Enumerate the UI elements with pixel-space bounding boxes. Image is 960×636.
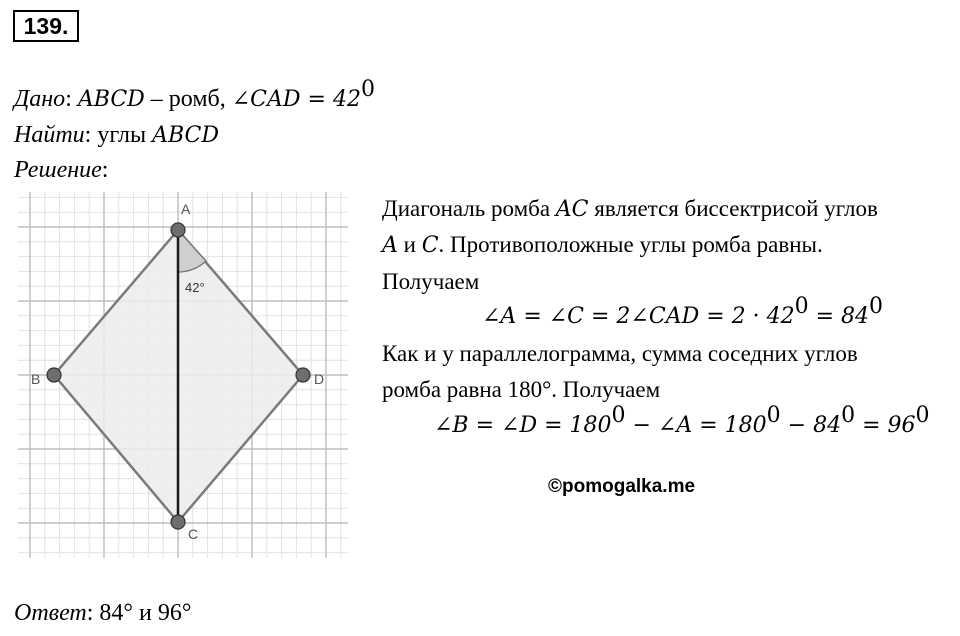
given-figure: ABCD [77, 87, 145, 112]
solution-line: Решение: [14, 157, 109, 183]
equation-1: ∠A = ∠C = 2∠CAD = $2 \cdot 42^0 = 84^0$ [482, 294, 884, 329]
rhombus-diagram [18, 192, 348, 558]
find-figure: ABCD [152, 123, 220, 148]
label-d: D [314, 371, 325, 387]
label-b: B [31, 371, 41, 387]
answer-text: : 84° и 96° [86, 600, 192, 626]
find-line [14, 122, 219, 149]
explanation-line-2: A и C. Противоположные углы ромба равны. [382, 232, 823, 258]
solution-label: Решение [14, 157, 102, 183]
find-text: : углы [84, 122, 153, 148]
given-type: – ромб, [144, 86, 232, 112]
explanation-line-6: ромба равна 180°. Получаем [382, 377, 661, 402]
credit-watermark: ©pomogalka.me [548, 476, 696, 497]
point-d [296, 368, 310, 382]
point-c [171, 515, 185, 529]
angle-label: 42° [185, 280, 205, 295]
problem-number: 139. [13, 10, 79, 42]
equation-2: ∠B = ∠D = $180^0$ − ∠A = $180^0 - 84^0 = 96^0$ [434, 403, 930, 438]
point-b [47, 368, 61, 382]
explanation-line-3: Получаем [382, 269, 480, 294]
explanation-line-5: Как и у параллелограмма, сумма соседних углов [382, 341, 858, 366]
given-label: Дано [14, 86, 66, 112]
label-c: C [188, 526, 199, 542]
given-degree: 0 [360, 77, 375, 102]
answer-label: Ответ [14, 600, 87, 626]
given-line: Дано: ABCD – ромб, ∠CAD = $42^0$ [14, 77, 375, 112]
label-a: A [181, 201, 191, 217]
point-a [171, 223, 185, 237]
find-label: Найти [14, 122, 85, 148]
given-angle: ∠CAD = 42 [231, 87, 361, 112]
explanation-line-1: Диагональ ромба AC является биссектрисой углов [382, 196, 878, 222]
answer-line [14, 600, 191, 627]
